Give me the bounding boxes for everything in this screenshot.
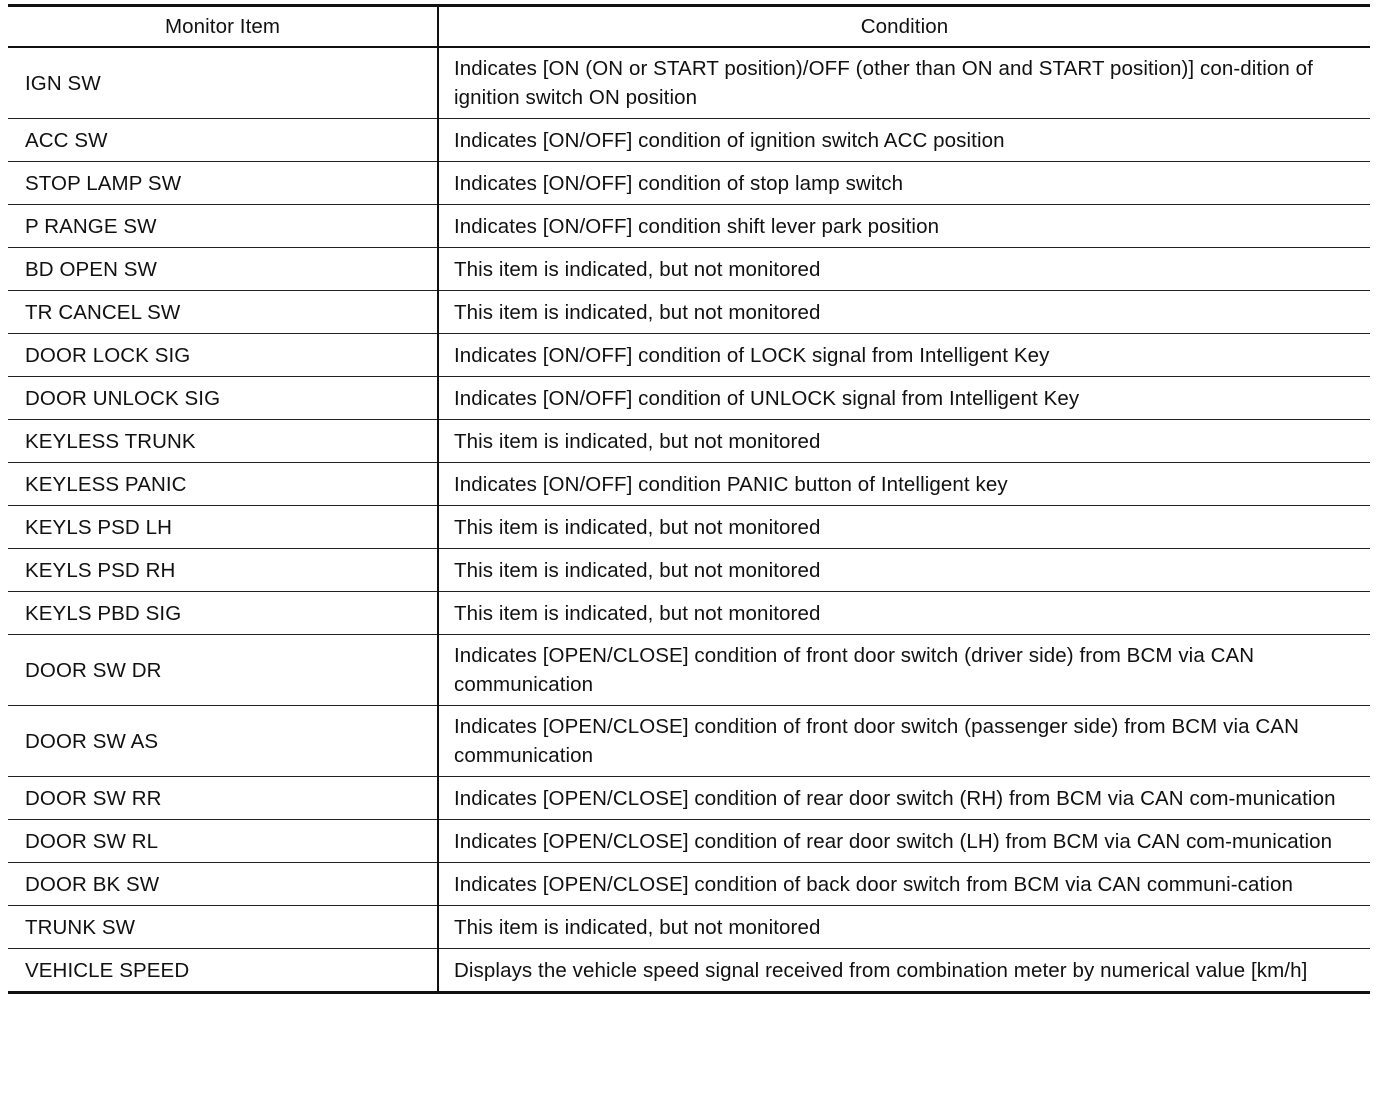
table-header-row — [8, 6, 1370, 48]
table-row — [8, 592, 1370, 635]
table-row — [8, 706, 1370, 777]
table-row — [8, 334, 1370, 377]
condition-cell: Indicates [ON (ON or START position)/OFF (other than ON and START position)] con-dition of ignition switch ON position — [438, 47, 1370, 119]
monitor-item-cell: TRUNK SW — [8, 906, 438, 949]
condition-cell: Indicates [ON/OFF] condition of UNLOCK signal from Intelligent Key — [438, 377, 1370, 420]
condition-cell: Indicates [OPEN/CLOSE] condition of front door switch (passenger side) from BCM via CAN communication — [438, 706, 1370, 777]
monitor-item-table — [8, 4, 1370, 994]
table-row — [8, 949, 1370, 993]
table-row — [8, 291, 1370, 334]
table-row — [8, 47, 1370, 119]
monitor-item-cell: DOOR BK SW — [8, 863, 438, 906]
monitor-item-cell: DOOR UNLOCK SIG — [8, 377, 438, 420]
table-row — [8, 420, 1370, 463]
condition-cell: Indicates [OPEN/CLOSE] condition of rear door switch (LH) from BCM via CAN com-munication — [438, 820, 1370, 863]
condition-cell: This item is indicated, but not monitored — [438, 291, 1370, 334]
monitor-item-cell: VEHICLE SPEED — [8, 949, 438, 993]
monitor-item-cell: DOOR LOCK SIG — [8, 334, 438, 377]
table-row — [8, 549, 1370, 592]
condition-cell: Indicates [ON/OFF] condition PANIC button of Intelligent key — [438, 463, 1370, 506]
table-row — [8, 205, 1370, 248]
monitor-item-cell: DOOR SW DR — [8, 635, 438, 706]
monitor-item-cell: STOP LAMP SW — [8, 162, 438, 205]
condition-cell: Indicates [ON/OFF] condition of ignition switch ACC position — [438, 119, 1370, 162]
monitor-item-cell: KEYLS PBD SIG — [8, 592, 438, 635]
monitor-item-cell: P RANGE SW — [8, 205, 438, 248]
table-row — [8, 377, 1370, 420]
monitor-item-cell: BD OPEN SW — [8, 248, 438, 291]
condition-cell: This item is indicated, but not monitored — [438, 248, 1370, 291]
condition-cell: Indicates [OPEN/CLOSE] condition of front door switch (driver side) from BCM via CAN communication — [438, 635, 1370, 706]
condition-cell: This item is indicated, but not monitored — [438, 549, 1370, 592]
monitor-item-cell: IGN SW — [8, 47, 438, 119]
table-row — [8, 906, 1370, 949]
monitor-item-cell: ACC SW — [8, 119, 438, 162]
table-row — [8, 635, 1370, 706]
condition-cell: This item is indicated, but not monitored — [438, 506, 1370, 549]
condition-cell: Indicates [OPEN/CLOSE] condition of back door switch from BCM via CAN communi-cation — [438, 863, 1370, 906]
condition-cell: This item is indicated, but not monitored — [438, 420, 1370, 463]
monitor-item-cell: KEYLS PSD LH — [8, 506, 438, 549]
header-monitor-item: Monitor Item — [8, 6, 438, 48]
header-condition: Condition — [438, 6, 1370, 48]
monitor-item-cell: DOOR SW RR — [8, 777, 438, 820]
table-row — [8, 506, 1370, 549]
monitor-item-cell: DOOR SW AS — [8, 706, 438, 777]
monitor-item-cell: TR CANCEL SW — [8, 291, 438, 334]
table-row — [8, 863, 1370, 906]
condition-cell: Indicates [ON/OFF] condition shift lever park position — [438, 205, 1370, 248]
monitor-item-cell: KEYLESS PANIC — [8, 463, 438, 506]
condition-cell: Indicates [OPEN/CLOSE] condition of rear door switch (RH) from BCM via CAN com-munication — [438, 777, 1370, 820]
condition-cell: Displays the vehicle speed signal received from combination meter by numerical value [km/h] — [438, 949, 1370, 993]
table-row — [8, 820, 1370, 863]
table-row — [8, 463, 1370, 506]
monitor-item-cell: KEYLS PSD RH — [8, 549, 438, 592]
table-row — [8, 777, 1370, 820]
table-row — [8, 162, 1370, 205]
monitor-item-cell: KEYLESS TRUNK — [8, 420, 438, 463]
condition-cell: This item is indicated, but not monitored — [438, 592, 1370, 635]
table-body — [8, 47, 1370, 993]
condition-cell: This item is indicated, but not monitored — [438, 906, 1370, 949]
table-row — [8, 119, 1370, 162]
table-row — [8, 248, 1370, 291]
condition-cell: Indicates [ON/OFF] condition of stop lamp switch — [438, 162, 1370, 205]
monitor-item-cell: DOOR SW RL — [8, 820, 438, 863]
condition-cell: Indicates [ON/OFF] condition of LOCK signal from Intelligent Key — [438, 334, 1370, 377]
